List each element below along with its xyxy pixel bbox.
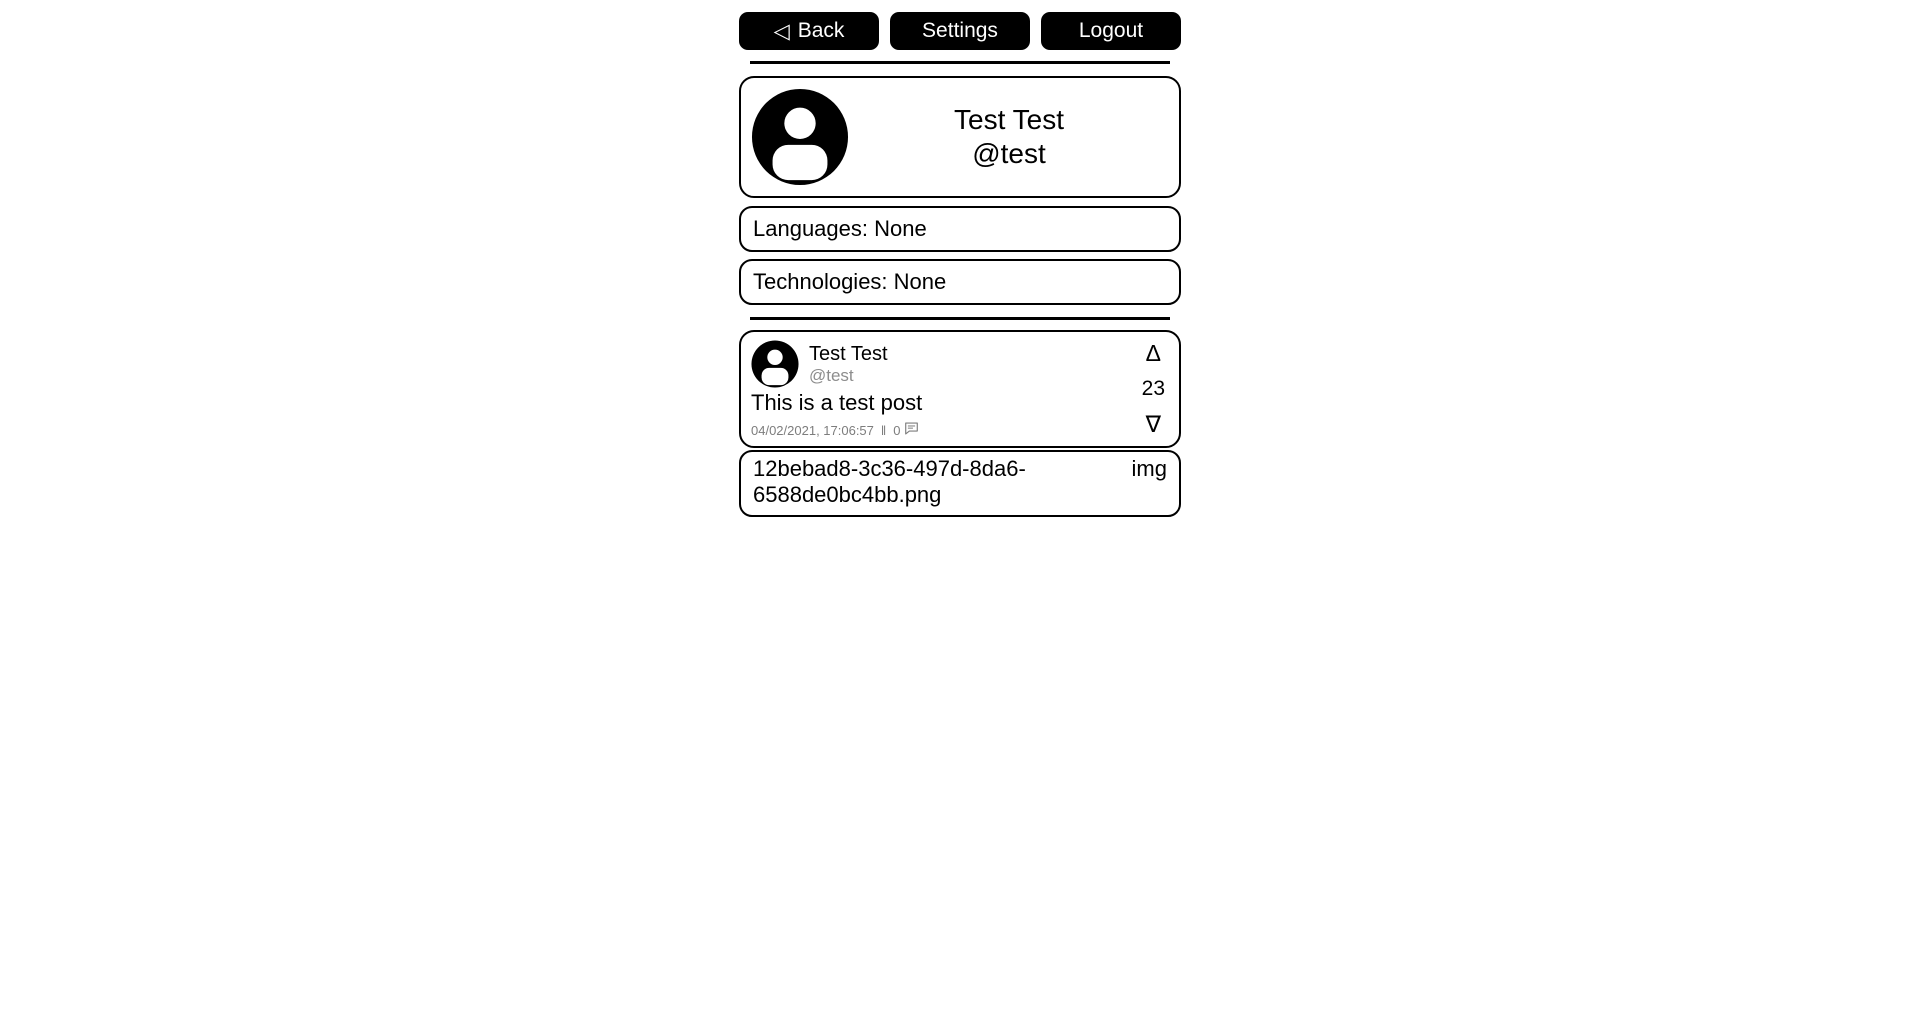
logout-button[interactable]	[1041, 12, 1181, 50]
post-header	[751, 340, 1142, 388]
comment-bubble-icon	[904, 422, 919, 438]
post-main	[751, 340, 1142, 438]
settings-button[interactable]	[890, 12, 1030, 50]
back-arrow-icon: ◁	[773, 19, 790, 43]
post-body: This is a test post	[751, 390, 923, 415]
profile-page	[739, 0, 1181, 517]
technologies-box: Technologies: None	[739, 259, 1181, 305]
settings-button-label: Settings	[922, 19, 998, 42]
attachment-box[interactable]	[739, 450, 1181, 517]
post-author	[809, 340, 888, 386]
toolbar	[739, 12, 1181, 50]
post-timestamp: 04/02/2021, 17:06:57	[751, 422, 874, 438]
downvote-button[interactable]: ∇	[1145, 411, 1162, 437]
post-author-name: Test Test	[809, 343, 888, 365]
upvote-button[interactable]: Δ	[1145, 340, 1161, 366]
top-divider	[750, 61, 1170, 64]
profile-card	[739, 76, 1181, 198]
posts-divider	[750, 317, 1170, 320]
back-button[interactable]	[739, 12, 879, 50]
logout-button-label: Logout	[1078, 19, 1144, 42]
profile-name: Test Test	[954, 104, 1064, 136]
vote-score: 23	[1141, 377, 1165, 400]
post-card	[739, 330, 1181, 448]
comment-count: 0	[893, 422, 901, 438]
meta-separator: ‖	[880, 422, 887, 438]
attachment-filename: 12bebad8-3c36-497d-8da6-6588de0bc4bb.png	[753, 456, 1026, 507]
post-author-handle: @test	[809, 366, 854, 385]
back-button-label: Back	[797, 19, 845, 42]
comment-counter	[893, 422, 918, 438]
profile-names	[849, 103, 1169, 170]
post-avatar-icon	[751, 340, 799, 388]
post-meta	[751, 422, 1142, 438]
attachment-type-label: img	[1131, 456, 1167, 481]
profile-handle: @test	[972, 138, 1046, 169]
languages-box: Languages: None	[739, 206, 1181, 252]
profile-avatar-icon	[751, 88, 849, 186]
vote-column	[1142, 340, 1165, 438]
